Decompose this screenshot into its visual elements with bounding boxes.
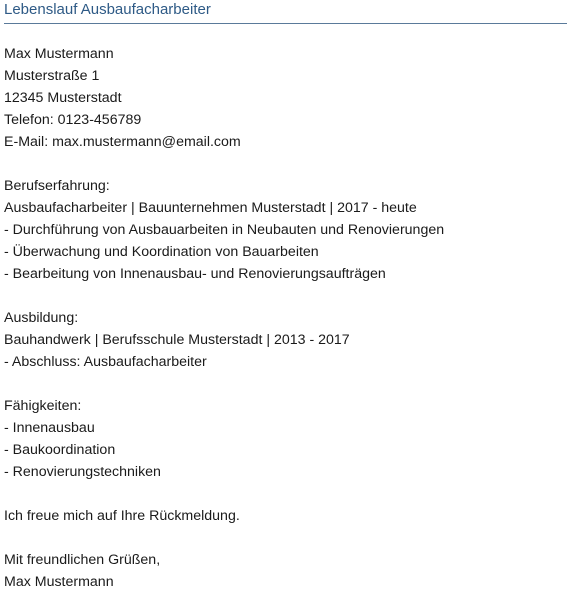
education-heading: Ausbildung:	[4, 310, 79, 326]
skills-item: - Innenausbau	[4, 420, 95, 436]
contact-email: E-Mail: max.mustermann@email.com	[4, 134, 241, 150]
spacer	[4, 527, 564, 549]
document-body	[4, 43, 564, 593]
experience-heading: Berufserfahrung:	[4, 178, 110, 194]
education-item: - Abschluss: Ausbaufacharbeiter	[4, 354, 207, 370]
experience-section	[4, 175, 564, 285]
skills-item: - Baukoordination	[4, 442, 116, 458]
experience-position: Ausbaufacharbeiter | Bauunternehmen Musterstadt | 2017 - heute	[4, 200, 417, 216]
contact-name: Max Mustermann	[4, 46, 114, 62]
spacer	[4, 153, 564, 175]
spacer	[4, 373, 564, 395]
spacer	[4, 285, 564, 307]
closing-greeting: Mit freundlichen Grüßen,	[4, 552, 161, 568]
document-header	[4, 0, 567, 24]
document-title: Lebenslauf Ausbaufacharbeiter	[4, 1, 211, 18]
skills-item: - Renovierungstechniken	[4, 464, 161, 480]
contact-city: 12345 Musterstadt	[4, 90, 122, 106]
closing-section	[4, 505, 564, 593]
experience-item: - Überwachung und Koordination von Bauarbeiten	[4, 244, 319, 260]
spacer	[4, 483, 564, 505]
experience-item: - Bearbeitung von Innenausbau- und Renovierungsaufträgen	[4, 266, 386, 282]
contact-street: Musterstraße 1	[4, 68, 100, 84]
contact-block	[4, 43, 564, 153]
skills-section	[4, 395, 564, 483]
skills-heading: Fähigkeiten:	[4, 398, 82, 414]
closing-statement: Ich freue mich auf Ihre Rückmeldung.	[4, 508, 240, 524]
experience-item: - Durchführung von Ausbauarbeiten in Neubauten und Renovierungen	[4, 222, 445, 238]
contact-phone: Telefon: 0123-456789	[4, 112, 142, 128]
closing-signature: Max Mustermann	[4, 574, 114, 590]
education-entry: Bauhandwerk | Berufsschule Musterstadt | 2013 - 2017	[4, 332, 350, 348]
education-section	[4, 307, 564, 373]
